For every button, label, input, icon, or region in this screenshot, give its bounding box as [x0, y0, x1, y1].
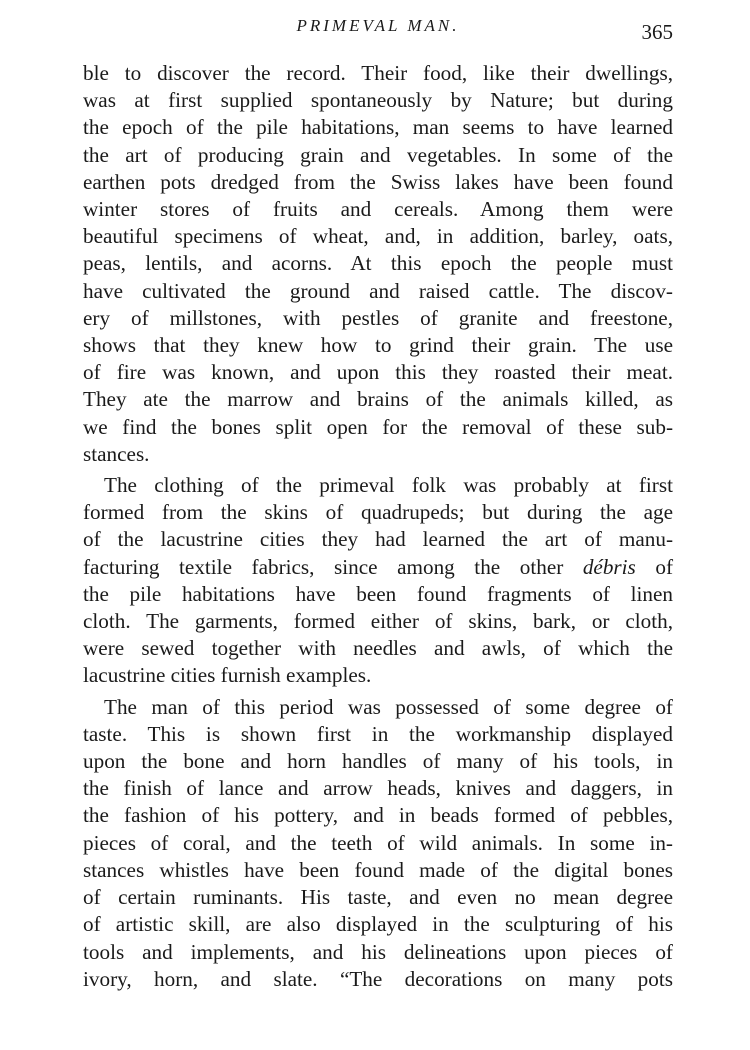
text-line: They ate the marrow and brains of the animals killed, as: [83, 387, 673, 412]
running-head: [83, 10, 673, 44]
text-line: the fashion of his pottery, and in beads formed of pebbles,: [83, 803, 673, 828]
text-line: The man of this period was possessed of some degree of: [104, 694, 673, 719]
text-line: earthen pots dredged from the Swiss lakes have been found: [83, 169, 673, 194]
text-line: ble to discover the record. Their food, like their dwellings,: [83, 61, 673, 85]
text-line: stances whistles have been found made of the digital bones: [83, 857, 673, 882]
text-line: the art of producing grain and vegetables. In some of the: [83, 142, 673, 167]
paragraph: [83, 694, 673, 993]
text-line: of certain ruminants. His taste, and even no mean degree: [83, 885, 673, 910]
text-line: have cultivated the ground and raised cattle. The discov-: [83, 278, 673, 303]
page-number: 365: [641, 20, 673, 44]
text-line: were sewed together with needles and awls, of which the: [83, 636, 673, 661]
text-line: was at first supplied spontaneously by Nature; but during: [83, 88, 673, 113]
paragraph: [83, 472, 673, 690]
text-line: shows that they knew how to grind their grain. The use: [83, 333, 673, 358]
text-line: formed from the skins of quadrupeds; but during the age: [83, 500, 673, 525]
text-line: the epoch of the pile habitations, man seems to have learned: [83, 115, 673, 140]
paragraph: [83, 60, 673, 468]
text-line: cloth. The garments, formed either of skins, bark, or cloth,: [83, 609, 673, 634]
running-title: PRIMEVAL MAN.: [296, 16, 460, 35]
text-line: we find the bones split open for the removal of these sub-: [83, 414, 673, 439]
text-line: of fire was known, and upon this they roasted their meat.: [83, 360, 673, 385]
text-line: ery of millstones, with pestles of granite and freestone,: [83, 305, 673, 330]
text-line: pieces of coral, and the teeth of wild animals. In some in-: [83, 830, 673, 855]
text-line: peas, lentils, and acorns. At this epoch the people must: [83, 251, 673, 276]
text-line: facturing textile fabrics, since among the other débris of: [83, 554, 673, 579]
text-line: tools and implements, and his delineations upon pieces of: [83, 939, 673, 964]
text-line: ivory, horn, and slate. “The decorations on many pots: [83, 966, 673, 991]
text-line: stances.: [83, 441, 150, 466]
text-line: upon the bone and horn handles of many of his tools, in: [83, 749, 673, 774]
text-line: winter stores of fruits and cereals. Among them were: [83, 197, 673, 222]
body-text: [83, 60, 673, 997]
text-line: of artistic skill, are also displayed in the sculpturing of his: [83, 912, 673, 937]
text-line: the finish of lance and arrow heads, knives and daggers, in: [83, 776, 673, 801]
text-line: the pile habitations have been found fragments of linen: [83, 581, 673, 606]
text-line: of the lacustrine cities they had learned the art of manu-: [83, 527, 673, 552]
italic-term: débris: [582, 554, 636, 579]
text-line: The clothing of the primeval folk was probably at first: [104, 473, 673, 498]
text-line: lacustrine cities furnish examples.: [83, 663, 372, 688]
text-line: beautiful specimens of wheat, and, in addition, barley, oats,: [83, 224, 673, 249]
text-line: taste. This is shown first in the workmanship displayed: [83, 721, 673, 746]
